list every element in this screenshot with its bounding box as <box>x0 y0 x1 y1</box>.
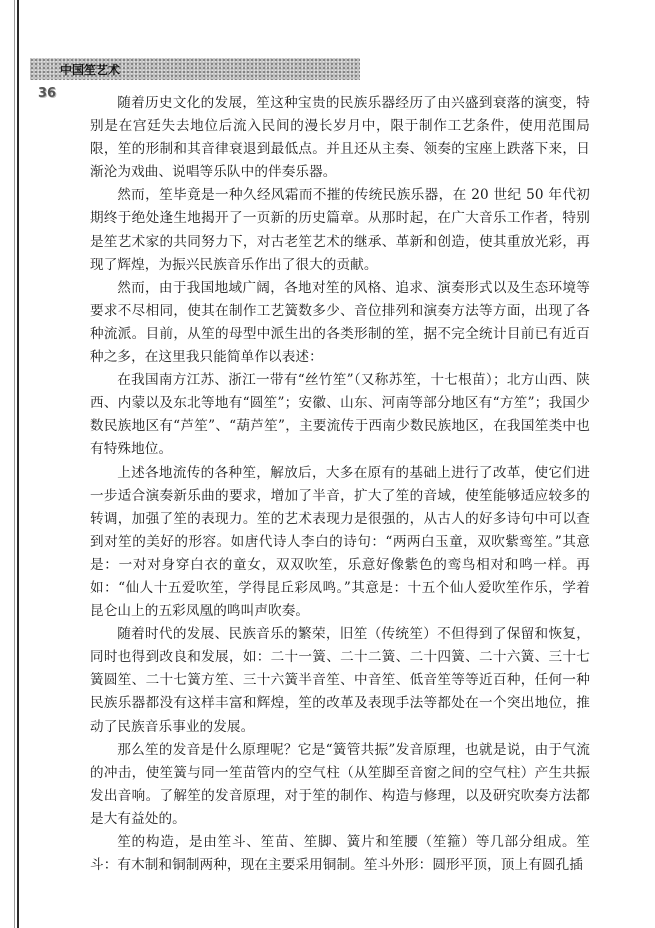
body-text <box>90 92 590 877</box>
paragraph-2: 然而，笙毕竟是一种久经风霜而不摧的传统民族乐器，在 20 世纪 50 年代初期终于绝处逢生地揭开了一页新的历史篇章。从那时起，在广大音乐工作者，特别是笙艺术家的共同努力下，对古老笙艺术的继承、革新和创造，使其重放光彩，再现了辉煌，为振兴民族音乐作出了很大的贡献。 <box>90 187 590 273</box>
paragraph-3: 然而，由于我国地域广阔，各地对笙的风格、追求、演奏形式以及生态环境等要求不尽相同，使其在制作工艺簧数多少、音位排列和演奏方法等方面，出现了各种流派。目前，从笙的母型中派生出的各类形制的笙，据不完全统计目前已有近百种之多，在这里我只能简单作以表述： <box>90 279 590 366</box>
page-number: 36 <box>38 86 57 101</box>
paragraph-6: 随着时代的发展、民族音乐的繁荣，旧笙（传统笙）不但得到了保留和恢复，同时也得到改良和发展，如：二十一簧、二十二簧、二十四簧、二十六簧、三十七簧圆笙、二十七簧方笙、三十六簧半音笙、中音笙、低音笙等等近百种，任何一种民族乐器都没有这样丰富和辉煌，笙的改革及表现手法等都处在一个突出地位，推动了民族音乐事业的发展。 <box>90 626 590 735</box>
paragraph-4: 在我国南方江苏、浙江一带有“丝竹笙”（又称苏笙，十七根苗）；北方山西、陕西、内蒙以及东北等地有“圆笙”；安徽、山东、河南等部分地区有“方笙”；我国少数民族地区有“芦笙”、“葫芦笙”，主要流传于西南少数民族地区，在我国笙类中也有特殊地位。 <box>90 372 590 458</box>
paragraph-5: 上述各地流传的各种笙，解放后，大多在原有的基础上进行了改革，使它们进一步适合演奏新乐曲的要求，增加了半音，扩大了笙的音域，使笙能够适应较多的转调，加强了笙的表现力。笙的艺术表现力是很强的，从古人的好多诗句中可以查到对笙的美好的形容。如唐代诗人李白的诗句：“两两白玉童，双吹紫鸾笙。”其意是：一对对身穿白衣的童女，双双吹笙，乐意好像紫色的鸾鸟相对和鸣一样。再如：“仙人十五爱吹笙，学得昆丘彩凤鸣。”其意是：十五个仙人爱吹笙作乐，学着昆仑山上的五彩凤凰的鸣叫声吹奏。 <box>90 464 590 620</box>
running-header-title: 中国笙艺术 <box>60 63 121 77</box>
paragraph-8: 笙的构造，是由笙斗、笙苗、笙脚、簧片和笙腰（笙箍）等几部分组成。笙斗：有木制和铜制两种，现在主要采用铜制。笙斗外形：圆形平顶，顶上有圆孔插 <box>90 834 590 874</box>
paragraph-7: 那么笙的发音是什么原理呢？它是“簧管共振”发音原理，也就是说，由于气流的冲击，使笙簧与同一笙苗管内的空气柱（从笙脚至音窗之间的空气柱）产生共振发出音响。了解笙的发音原理，对于笙的制作、构造与修理，以及研究吹奏方法都是大有益处的。 <box>90 741 590 827</box>
page-edge <box>17 0 19 928</box>
paragraph-1: 随着历史文化的发展，笙这种宝贵的民族乐器经历了由兴盛到衰落的演变，特别是在宫廷失去地位后流入民间的漫长岁月中，限于制作工艺条件，使用范围局限，笙的形制和其音律衰退到最低点。并且还从主奏、领奏的宝座上跌落下来，日渐沦为戏曲、说唱等乐队中的伴奏乐器。 <box>90 95 590 181</box>
page-edge-shadow <box>14 0 15 928</box>
